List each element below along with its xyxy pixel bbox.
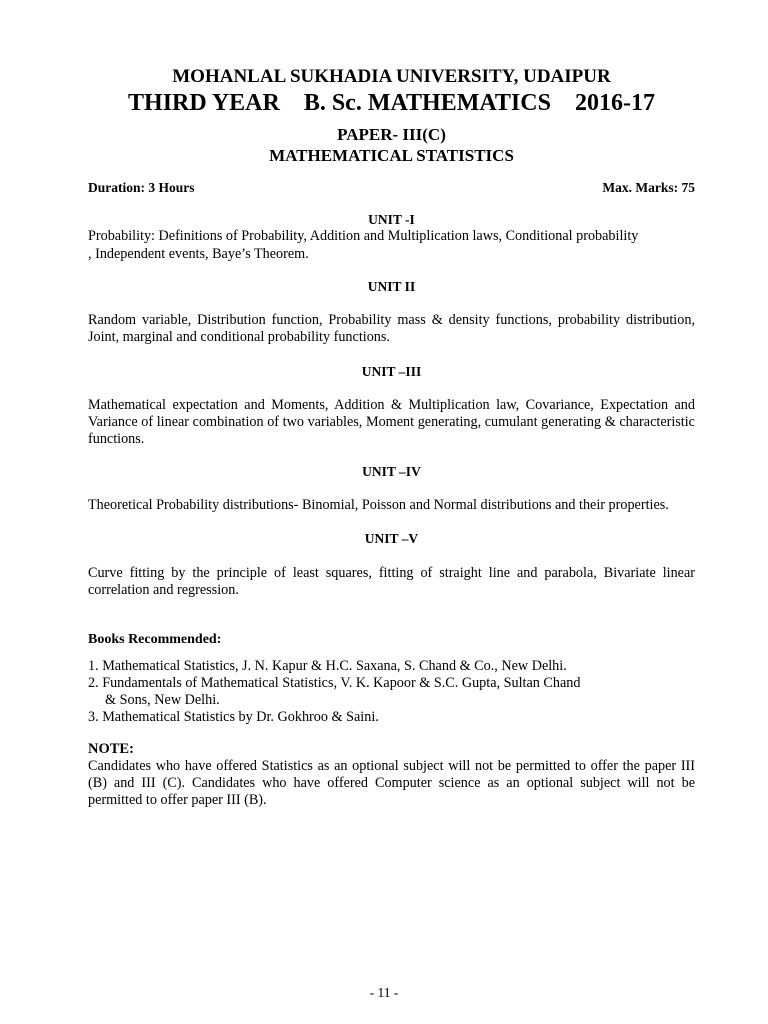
page-number: - 11 - bbox=[369, 985, 399, 1000]
book-item: 3. Mathematical Statistics by Dr. Gokhroo & Saini. bbox=[88, 709, 379, 725]
duration-label: Duration: 3 Hours bbox=[88, 180, 195, 195]
course-year-title: THIRD YEAR B. Sc. MATHEMATICS 2016-17 bbox=[128, 90, 655, 116]
unit-1-heading: UNIT -I bbox=[368, 212, 415, 227]
unit-5-text: Curve fitting by the principle of least squares, fitting of straight line and parabola, Bivariate linear correlation and regression. bbox=[88, 565, 695, 599]
unit-1-line-1: Probability: Definitions of Probability, Addition and Multiplication laws, Conditional probability bbox=[88, 228, 639, 244]
paper-code: PAPER- III(C) bbox=[337, 125, 446, 144]
unit-4-text: Theoretical Probability distributions- Binomial, Poisson and Normal distributions and their properties. bbox=[88, 497, 669, 513]
unit-4-heading: UNIT –IV bbox=[362, 464, 421, 479]
max-marks-label: Max. Marks: 75 bbox=[602, 180, 695, 195]
unit-2-heading: UNIT II bbox=[367, 279, 416, 294]
university-name: MOHANLAL SUKHADIA UNIVERSITY, UDAIPUR bbox=[172, 66, 611, 87]
book-item: 2. Fundamentals of Mathematical Statistics, V. K. Kapoor & S.C. Gupta, Sultan Chand bbox=[88, 675, 581, 691]
unit-1-line-2: , Independent events, Baye’s Theorem. bbox=[88, 246, 309, 262]
book-item-continuation: & Sons, New Delhi. bbox=[105, 692, 220, 708]
books-heading: Books Recommended: bbox=[88, 632, 222, 647]
note-heading: NOTE: bbox=[88, 741, 134, 757]
note-text: Candidates who have offered Statistics as an optional subject will not be permitted to offer the paper III (B) and III (C). Candidates who have offered Computer science as an optional subject will not be permitted to offer paper III (B). bbox=[88, 758, 695, 809]
unit-5-heading: UNIT –V bbox=[364, 531, 419, 546]
paper-subject: MATHEMATICAL STATISTICS bbox=[269, 146, 514, 165]
book-item: 1. Mathematical Statistics, J. N. Kapur & H.C. Saxana, S. Chand & Co., New Delhi. bbox=[88, 658, 567, 674]
unit-3-heading: UNIT –III bbox=[361, 364, 422, 379]
exam-meta bbox=[88, 180, 695, 196]
unit-3-text: Mathematical expectation and Moments, Addition & Multiplication law, Covariance, Expectation and Variance of linear combination of two variables, Moment generating, cumulant generating & characteristic functions. bbox=[88, 397, 695, 448]
unit-2-text: Random variable, Distribution function, Probability mass & density functions, probability distribution, Joint, marginal and conditional probability functions. bbox=[88, 312, 695, 346]
